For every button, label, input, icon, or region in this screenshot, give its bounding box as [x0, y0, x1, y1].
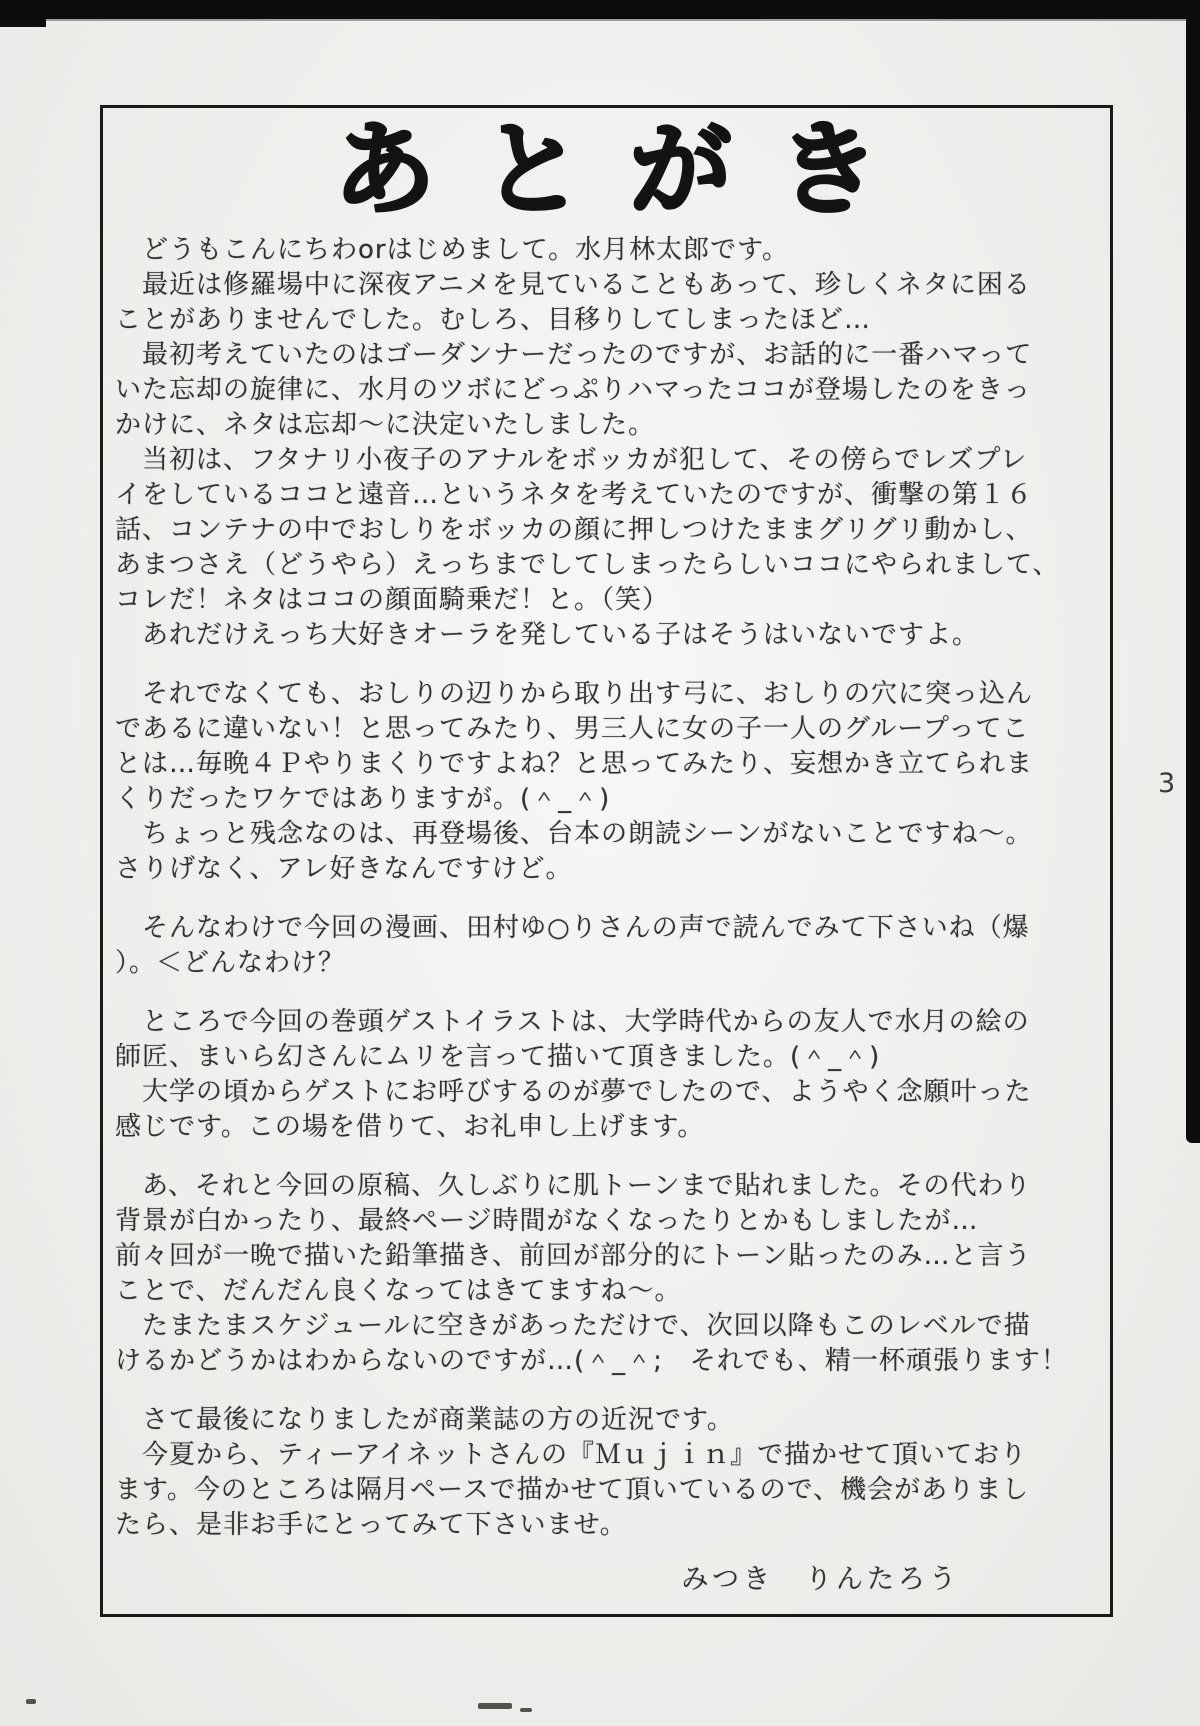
text-line: かけに、ネタは忘却～に決定いたしました。	[115, 410, 656, 440]
page-number: 3	[1158, 768, 1176, 799]
text-line: あ、それと今回の原稿、久しぶりに肌トーンまで貼れました。その代わり	[115, 1171, 1032, 1201]
text-line: 今夏から、ティーアイネットさんの『Ｍｕｊｉｎ』で描かせて頂いており	[115, 1440, 1028, 1470]
afterword-frame	[100, 105, 1113, 1617]
text-line: そんなわけで今回の漫画、田村ゆ○りさんの声で読んでみて下さいね（爆	[115, 913, 1030, 943]
text-line: ことで、だんだん良くなってはきてますね～。	[115, 1276, 682, 1306]
text-line: ことがありませんでした。むしろ、目移りしてしまったほど…	[115, 305, 872, 335]
scan-artifact-speck	[478, 1703, 512, 1709]
text-line: ちょっと残念なのは、再登場後、台本の朗読シーンがないことですね～。	[115, 819, 1033, 849]
text-line: 師匠、まいら幻さんにムリを言って描いて頂きました。(＾_＾)	[115, 1042, 881, 1072]
text-line: 前々回が一晩で描いた鉛筆描き、前回が部分的にトーン貼ったのみ…と言う	[115, 1241, 1032, 1271]
text-line: たら、是非お手にとってみて下さいませ。	[115, 1510, 627, 1540]
text-line: どうもこんにちわorはじめまして。水月林太郎です。	[115, 235, 789, 265]
text-line: 最近は修羅場中に深夜アニメを見ていることもあって、珍しくネタに困る	[115, 270, 1031, 300]
page-title: あとがき	[333, 111, 926, 230]
scan-artifact-speck	[26, 1699, 36, 1704]
text-line: さりげなく、アレ好きなんですけど。	[115, 854, 573, 884]
text-line: ところで今回の巻頭ゲストイラストは、大学時代からの友人で水月の絵の	[115, 1007, 1030, 1037]
text-line: いた忘却の旋律に、水月のツボにどっぷりハマったココが登場したのをきっ	[115, 375, 1031, 405]
text-line: あれだけえっち大好きオーラを発している子はそうはいないですよ。	[115, 620, 980, 650]
text-line	[115, 1379, 1100, 1403]
text-line: それでなくても、おしりの辺りから取り出す弓に、おしりの穴に突っ込ん	[115, 679, 1034, 709]
text-line: 大学の頃からゲストにお呼びするのが夢でしたので、ようやく念願叶った	[115, 1077, 1032, 1107]
text-line	[115, 653, 1100, 677]
text-line: くりだったワケではありますが。(＾_＾)	[115, 784, 611, 814]
text-line: あまつさえ（どうやら）えっちまでしてしまったらしいココにやられまして、	[115, 550, 1060, 580]
text-line: 最初考えていたのはゴーダンナーだったのですが、お話的に一番ハマって	[115, 340, 1033, 370]
scan-artifact-top-edge	[0, 0, 1200, 19]
text-line: イをしているココと遠音…というネタを考えていたのですが、衝撃の第１６	[115, 480, 1034, 510]
scan-artifact-right-edge	[1186, 0, 1200, 1143]
author-signature: みつき りんたろう	[681, 1564, 960, 1595]
text-line: さて最後になりましたが商業誌の方の近況です。	[115, 1405, 734, 1435]
text-line: であるに違いない！と思ってみたり、男三人に女の子一人のグループってこ	[115, 714, 1030, 744]
text-line: とは…毎晩４Ｐやりまくりですよね？と思ってみたり、妄想かき立てられま	[115, 749, 1034, 779]
text-line: 背景が白かったり、最終ページ時間がなくなったりとかもしましたが…	[115, 1206, 979, 1236]
afterword-text	[115, 233, 1100, 1543]
text-line: ます。今のところは隔月ペースで描かせて頂いているので、機会がありまし	[115, 1475, 1030, 1505]
text-line	[115, 1145, 1100, 1169]
text-line	[115, 981, 1100, 1005]
text-line: 感じです。この場を借りて、お礼申し上げます。	[115, 1112, 705, 1142]
scan-artifact-speck	[520, 1708, 532, 1712]
text-line	[115, 887, 1100, 911]
text-line: 話、コンテナの中でおしりをボッカの顔に押しつけたままグリグリ動かし、	[115, 515, 1033, 545]
scan-artifact-top-left-corner	[0, 0, 46, 27]
text-line: ）。＜どんなわけ？	[115, 948, 346, 978]
text-line: コレだ！ネタはココの顔面騎乗だ！と。（笑）	[115, 585, 670, 615]
text-line: 当初は、フタナリ小夜子のアナルをボッカが犯して、その傍らでレズプレ	[115, 445, 1028, 475]
text-line: けるかどうかはわからないのですが…(＾_＾; それでも、精一杯頑張ります！	[115, 1346, 1068, 1376]
text-line: たまたまスケジュールに空きがあっただけで、次回以降もこのレベルで描	[115, 1311, 1031, 1341]
